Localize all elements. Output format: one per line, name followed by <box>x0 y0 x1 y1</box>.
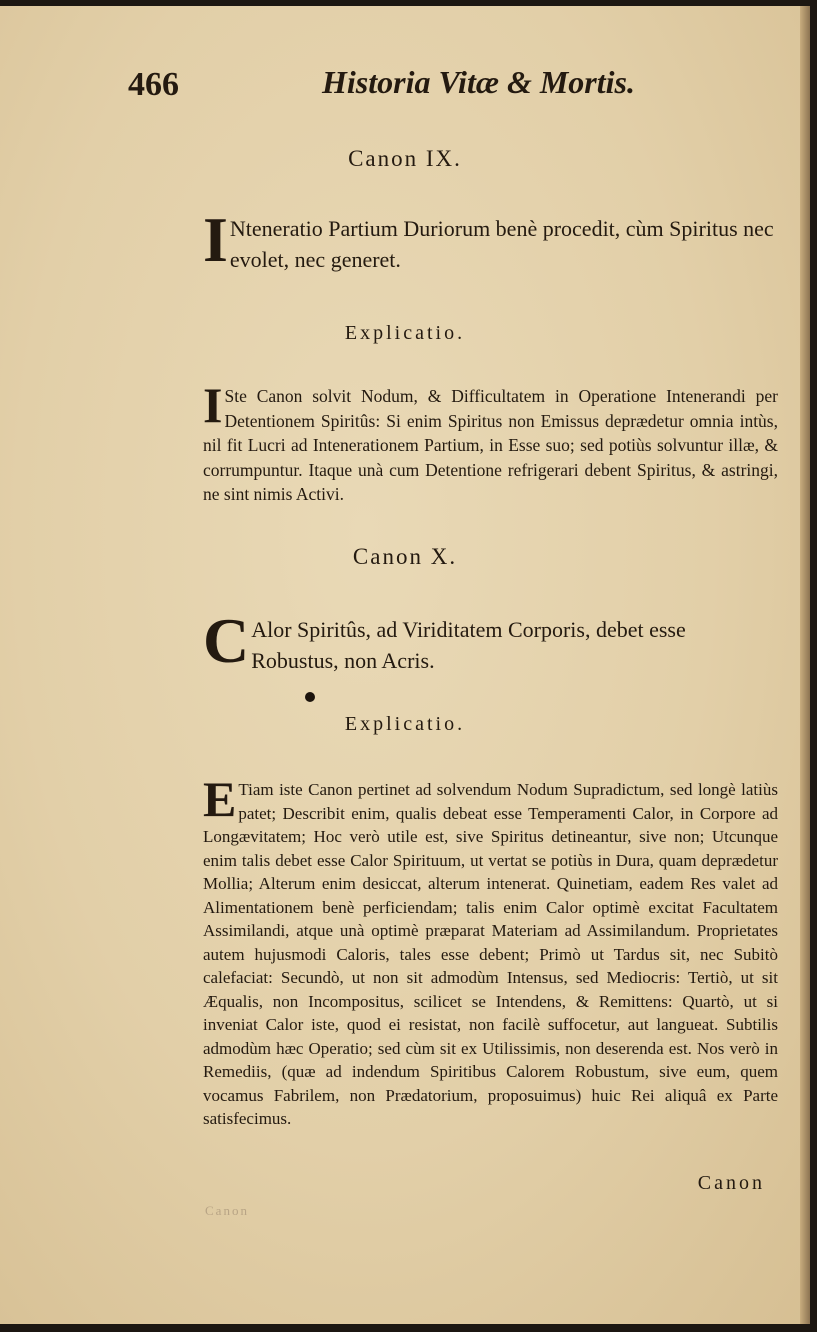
drop-cap: C <box>203 605 250 676</box>
page-number: 466 <box>128 66 179 103</box>
ink-blot <box>305 692 315 702</box>
explicatio-1-title: Explicatio. <box>344 322 466 344</box>
drop-cap: E <box>203 771 237 827</box>
canon-9-body: Nteneratio Partium Duriorum benè procedit, cùm Spiritus nec evolet, nec generet. <box>229 216 774 272</box>
explicatio-1-body: Ste Canon solvit Nodum, & Difficultatem in Operatione Intenerandi per Detentionem Spiritûs: Si enim Spiritus non Emissus deprædetur omnia intùs, nil fit Lucri ad Intenerationem Partium, in Esse suo; sed potiùs solvuntur illæ, & corrumpuntur. Itaque unà cum Detentione refrigerari debent Spiritus, & astringi, ne sint nimis Activi. <box>203 386 778 504</box>
bleed-through-text: Canon <box>205 1203 249 1218</box>
book-page <box>0 6 810 1324</box>
drop-cap: I <box>203 377 223 433</box>
catchword: Canon <box>697 1172 765 1194</box>
explicatio-2-title: Explicatio. <box>344 713 466 735</box>
running-head: Historia Vitæ & Mortis. <box>322 64 635 100</box>
explicatio-1-text <box>203 377 778 507</box>
page-header <box>0 60 810 110</box>
page-edge <box>800 6 810 1324</box>
explicatio-2-body: Tiam iste Canon pertinet ad solvendum Nodum Supradictum, sed longè latiùs patet; Describit enim, qualis debeat esse Temperamenti Calor, in Corpore ad Longævitatem; Hoc verò utile est, sive Spiritus detineantur, sive non; Utcunque enim talis debet esse Calor Spirituum, ut vertat se potiùs in Dura, quam deprædetur Mollia; Alterum enim desiccat, alterum intenerat. Quinetiam, eadem Res valet ad Alimentationem benè perficiendam; talis enim Calor optimè excitat Facultatem Assimilandi, atque unà optimè præparat Materiam ad Assimilandum. Proprietates autem hujusmodi Caloris, tales esse debent; Primò ut Tardus sit, nec Subitò calefaciat: Secundò, ut non sit admodùm Intensus, sed Mediocris: Tertiò, ut sit Æqualis, non Incompositus, scilicet se Intendens, & Remittens: Quartò, ut si inveniat Calor iste, quod ei resistat, non facilè suffocetur, aut langueat. Subtilis admodùm hæc Operatio; sed cùm sit ex Utilissimis, non deserenda est. Nos verò in Remediis, (quæ ad indendum Spiritibus Calorem Robustum, sive eum, quem vocamus Fabrilem, non Prædatorium, proposuimus) huic Rei aliquâ ex Parte satisfecimus. <box>203 780 778 1128</box>
canon-10-text <box>203 605 778 676</box>
canon-10-body: Alor Spiritûs, ad Viriditatem Corporis, debet esse Robustus, non Acris. <box>251 617 686 673</box>
explicatio-2-text <box>203 771 778 1131</box>
drop-cap: I <box>203 204 228 275</box>
canon-9-text <box>203 204 778 275</box>
canon-9-title: Canon IX. <box>348 146 462 171</box>
canon-10-title: Canon X. <box>352 544 458 569</box>
